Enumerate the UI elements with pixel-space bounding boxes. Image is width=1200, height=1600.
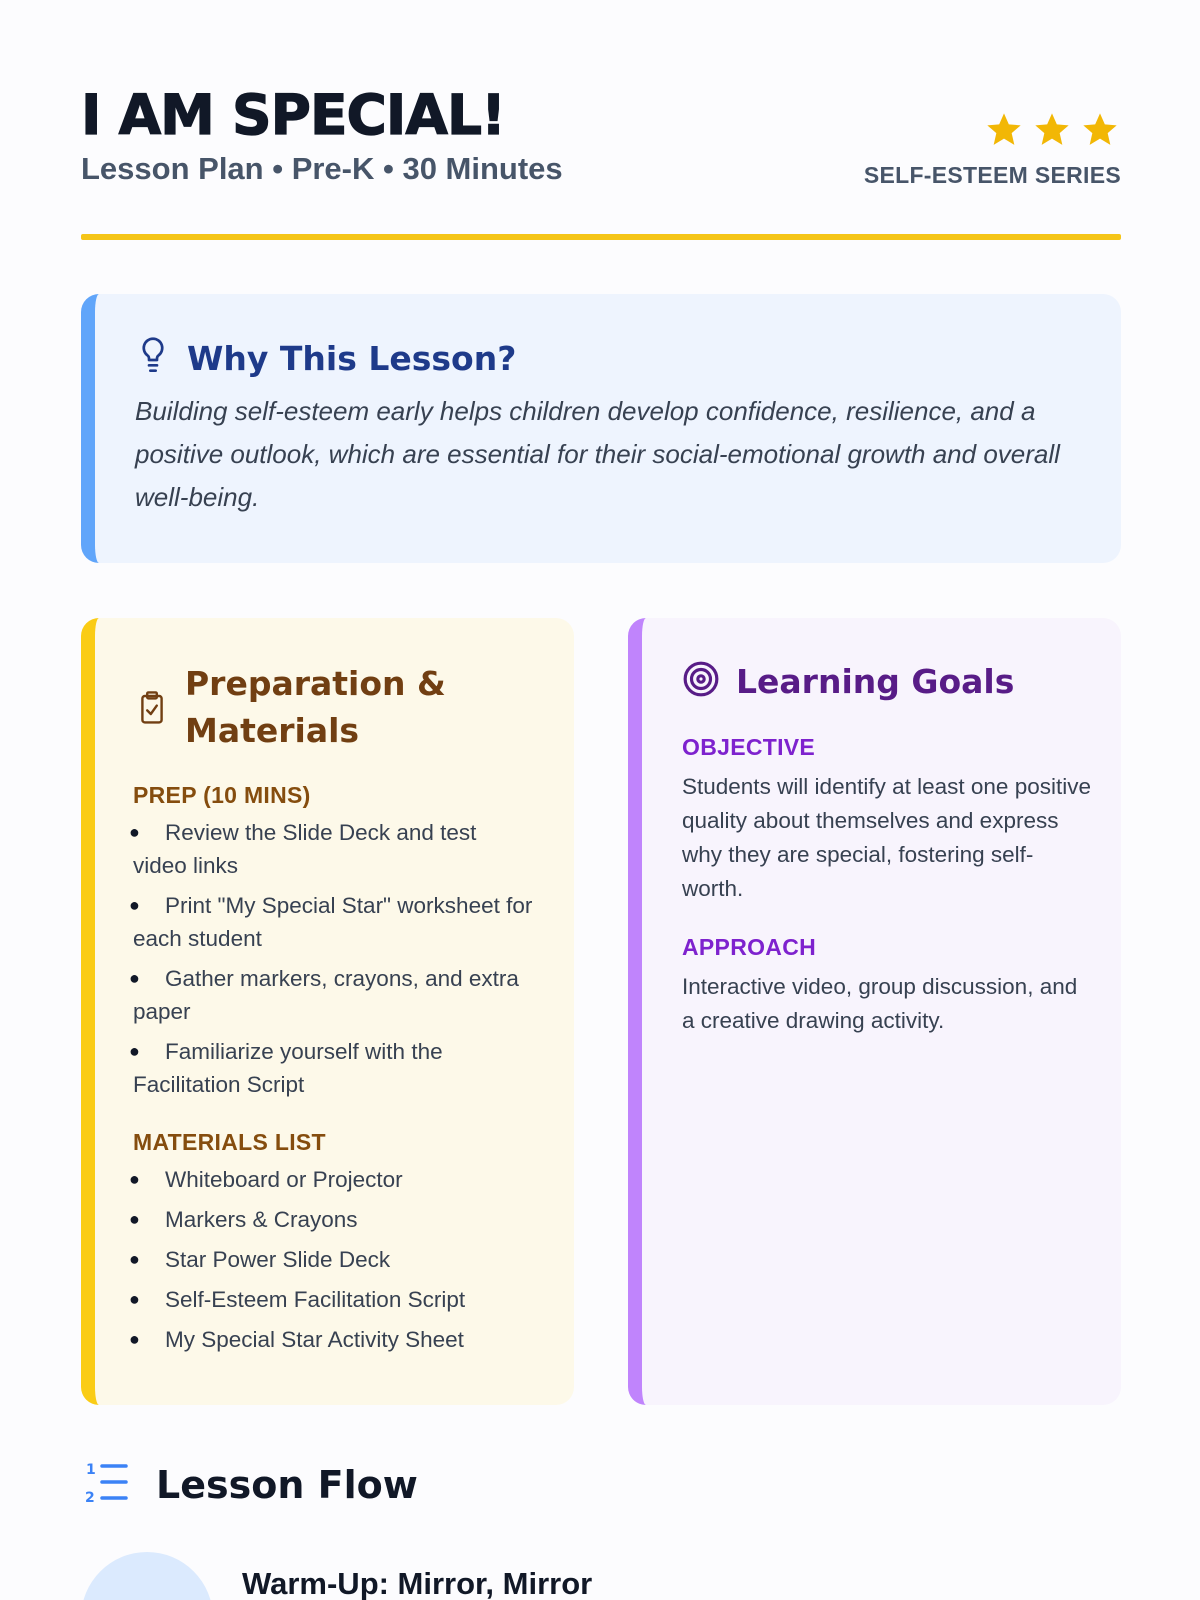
- objective-text: Students will identify at least one positive quality about themselves and express why they are special, fostering self-worth.: [682, 774, 1091, 901]
- svg-text:1: 1: [86, 1462, 96, 1478]
- list-item: ● Whiteboard or Projector: [129, 1167, 403, 1192]
- list-item: ● Self-Esteem Facilitation Script: [129, 1287, 466, 1312]
- page-header: [81, 82, 1121, 242]
- learning-goals-card: [628, 618, 1121, 1405]
- why-card-text: Building self-esteem early helps children develop confidence, resilience, and a positive outlook, which are essential for their social-emotional growth and overall well-being.: [135, 396, 1060, 512]
- step-title: Warm-Up: Mirror, Mirror: [242, 1566, 593, 1600]
- approach-text: Interactive video, group discussion, and a creative drawing activity.: [682, 974, 1078, 1033]
- star-icon: [1079, 110, 1121, 150]
- star-rating: [983, 110, 1121, 150]
- target-icon: [682, 660, 720, 703]
- why-this-lesson-card: [81, 294, 1121, 563]
- prep-section-label: PREP (10 MINS): [133, 782, 311, 808]
- lesson-flow-header: [84, 1460, 418, 1509]
- star-icon: [983, 110, 1025, 150]
- clipboard-check-icon: [137, 660, 167, 731]
- goals-card-title: Learning Goals: [736, 662, 1015, 701]
- svg-text:2: 2: [85, 1490, 95, 1504]
- numbered-list-icon: [84, 1460, 130, 1509]
- lightbulb-icon: [137, 336, 169, 381]
- prep-card-header: [137, 660, 557, 754]
- star-icon: [1031, 110, 1073, 150]
- preparation-materials-card: [81, 618, 574, 1405]
- header-divider: [81, 234, 1121, 240]
- list-item: ● My Special Star Activity Sheet: [129, 1327, 464, 1352]
- materials-list: [129, 1163, 533, 1356]
- materials-section-label: MATERIALS LIST: [133, 1129, 326, 1155]
- page-title: I AM SPECIAL!: [81, 83, 506, 147]
- prep-card-title: Preparation & Materials: [185, 664, 446, 750]
- list-item: ● Review the Slide Deck and test video links: [129, 820, 477, 878]
- list-item: ● Star Power Slide Deck: [129, 1247, 391, 1272]
- why-card-title: Why This Lesson?: [187, 339, 517, 378]
- approach-label: APPROACH: [682, 934, 817, 960]
- list-item: ● Markers & Crayons: [129, 1207, 358, 1232]
- goals-card-header: [682, 660, 1014, 703]
- objective-label: OBJECTIVE: [682, 734, 816, 760]
- list-item: ● Gather markers, crayons, and extra paper: [129, 966, 519, 1024]
- list-item: ● Print "My Special Star" worksheet for each student: [129, 893, 533, 951]
- prep-list: [129, 816, 533, 1101]
- series-label: SELF-ESTEEM SERIES: [863, 162, 1121, 188]
- lesson-flow-title: Lesson Flow: [156, 1462, 418, 1507]
- step-number-circle: [81, 1552, 213, 1600]
- page-subtitle: Lesson Plan • Pre-K • 30 Minutes: [81, 151, 563, 186]
- list-item: ● Familiarize yourself with the Facilitation Script: [129, 1039, 443, 1097]
- why-card-header: [137, 336, 516, 381]
